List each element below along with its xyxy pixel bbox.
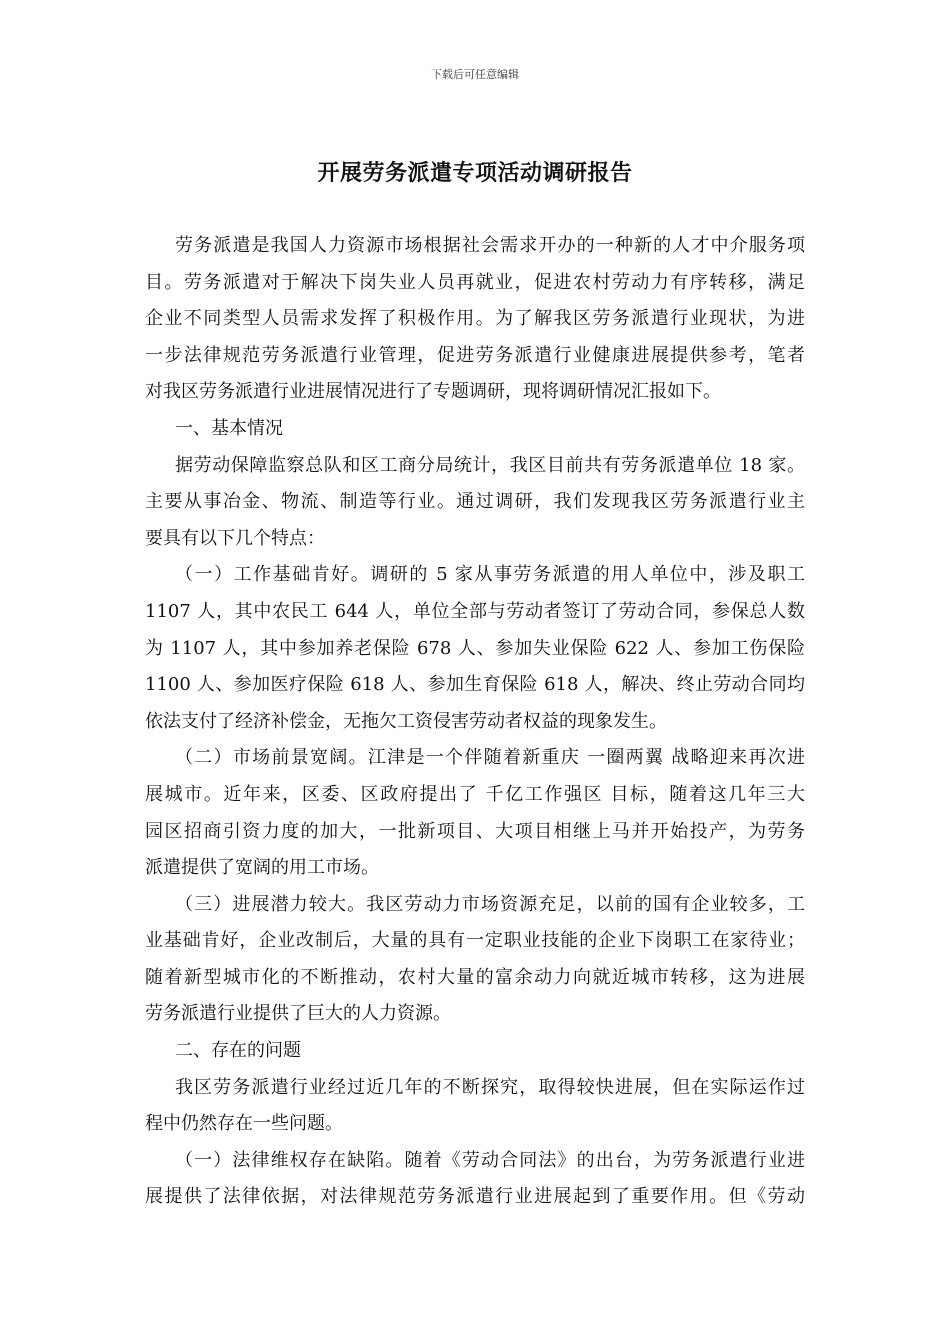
paragraph-line: 1107 人，其中农民工 644 人，单位全部与劳动者签订了劳动合同，参保总人数: [145, 600, 805, 622]
document-title: 开展劳务派遣专项活动调研报告: [317, 161, 633, 186]
paragraph-line: 1100 人、参加医疗保险 618 人、参加生育保险 618 人，解决、终止劳动合同均: [145, 674, 805, 696]
paragraph-line: 展城市。近年来，区委、区政府提出了 千亿工作强区 目标，随着这几年三大: [145, 783, 805, 805]
paragraph-line: 随着新型城市化的不断推动，农村大量的富余动力向就近城市转移，这为进展: [145, 966, 805, 988]
paragraph-line: 一步法律规范劳务派遣行业管理，促进劳务派遣行业健康进展提供参考，笔者: [145, 344, 805, 366]
paragraph-line: 据劳动保障监察总队和区工商分局统计，我区目前共有劳务派遣单位 18 家。: [175, 454, 805, 476]
paragraph-line: 目。劳务派遣对于解决下岗失业人员再就业，促进农村劳动力有序转移，满足: [145, 271, 805, 293]
paragraph-line: 要具有以下几个特点：: [145, 527, 325, 549]
paragraph-line: 主要从事冶金、物流、制造等行业。通过调研，我们发现我区劳务派遣行业主: [145, 491, 805, 513]
paragraph-line: （三）进展潜力较大。我区劳动力市场资源充足，以前的国有企业较多，工: [175, 893, 805, 915]
paragraph-line: 劳务派遣是我国人力资源市场根据社会需求开办的一种新的人才中介服务项: [175, 235, 805, 256]
paragraph-line: 业基础肯好，企业改制后，大量的具有一定职业技能的企业下岗职工在家待业；: [145, 930, 805, 952]
header-note: 下载后可任意编辑: [431, 68, 519, 81]
paragraph-line: 劳务派遣行业提供了巨大的人力资源。: [145, 1003, 451, 1025]
paragraph-line: 企业不同类型人员需求发挥了积极作用。为了解我区劳务派遣行业现状，为进: [145, 308, 805, 330]
paragraph-line: 程中仍然存在一些问题。: [145, 1113, 343, 1135]
paragraph-line: （一）工作基础肯好。调研的 5 家从事劳务派遣的用人单位中，涉及职工: [175, 564, 805, 586]
paragraph-line: （一）法律维权存在缺陷。随着《劳动合同法》的出台，为劳务派遣行业进: [175, 1149, 805, 1171]
paragraph-line: 对我区劳务派遣行业进展情况进行了专题调研，现将调研情况汇报如下。: [145, 381, 721, 403]
paragraph-line: 为 1107 人，其中参加养老保险 678 人、参加失业保险 622 人、参加工伤保险: [145, 637, 805, 659]
paragraph-line: 展提供了法律依据，对法律规范劳务派遣行业进展起到了重要作用。但《劳动: [145, 1186, 805, 1208]
paragraph-line: 我区劳务派遣行业经过近几年的不断探究，取得较快进展，但在实际运作过: [175, 1076, 805, 1098]
document-body: [145, 232, 805, 1220]
paragraph-line: （二）市场前景宽阔。江津是一个伴随着新重庆 一圈两翼 战略迎来再次进: [175, 747, 805, 769]
paragraph-line: 一、基本情况: [175, 417, 283, 439]
paragraph-line: 二、存在的问题: [175, 1040, 301, 1062]
paragraph-line: 依法支付了经济补偿金，无拖欠工资侵害劳动者权益的现象发生。: [145, 710, 667, 732]
paragraph-line: 园区招商引资力度的加大，一批新项目、大项目相继上马并开始投产，为劳务: [145, 820, 805, 842]
paragraph-line: 派遣提供了宽阔的用工市场。: [145, 857, 379, 879]
